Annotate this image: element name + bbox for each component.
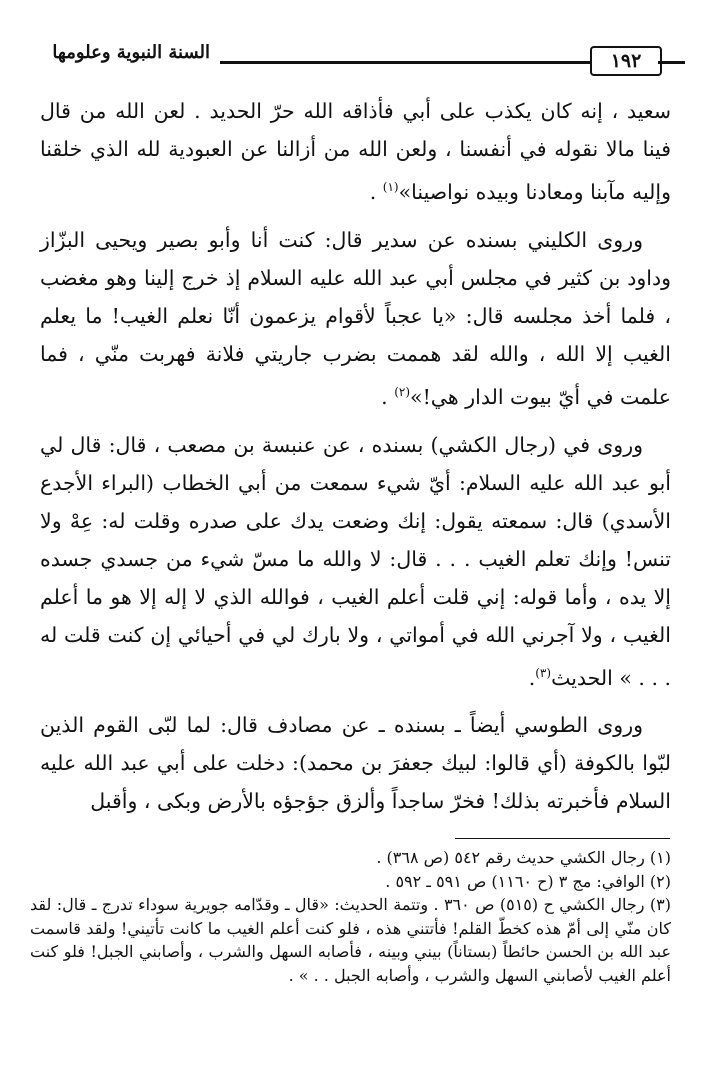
paragraph-1-end: . [369,179,383,204]
paragraph-3 [40,426,671,697]
page-number: ١٩٢ [590,46,662,76]
footnote-1: (١) رجال الكشي حديث رقم ٥٤٢ (ص ٣٦٨) . [376,848,671,867]
paragraph-2-text: وروى الكليني بسنده عن سدير قال: كنت أنا وأبو بصير ويحيى البزّاز وداود بن كثير في مجلس أبي عبد الله عليه السلام إذ خرج إلينا وهو مغضب ، فلما أخذ مجلسه قال: «يا عجباً لأقوام يزعمون أنّا نعلم الغيب! ما يعلم الغيب إلا الله ، والله لقد هممت بضرب جاريتي فلانة فهربت منّي ، فما علمت في أيّ بيوت الدار هي!» [40,227,671,409]
paragraph-4 [40,706,671,820]
paragraph-1 [40,92,671,211]
page-header [30,40,685,76]
footnote-ref-3: (٣) [535,665,552,680]
header-rule-right [658,61,685,64]
running-title: السنة النبوية وعلومها [52,42,210,63]
footnote-3: (٣) رجال الكشي ح (٥١٥) ص ٣٦٠ . وتتمة الحديث: «قال ـ وقدّامه جويرية سوداء تدرج ـ قال: لقد كان منّي إلى أمّ هذه كخطّ القلم! فأتتني هذه ، فلو كنت أعلم الغيب ما كانت تأتيني! ولقد قاسمت عبد الله بن الحسن حائطاً (بستاناً) بيني وبينه ، فأصابه السهل والشرب ، وأصابني الجبل! فلو كنت أعلم الغيب لأصابني السهل والشرب ، وأصابه الجبل . . » . [30,895,671,985]
paragraph-2 [40,221,671,416]
header-rule-left [220,61,590,64]
footnote-2: (٢) الوافي: مج ٣ (ح ١١٦٠) ص ٥٩١ ـ ٥٩٢ . [385,871,671,891]
main-text [40,92,671,830]
footnote-ref-1: (١) [382,180,399,194]
paragraph-1-text: سعيد ، إنه كان يكذب على أبي فأذاقه الله حرّ الحديد . لعن الله من قال فينا مالا نقوله في أنفسنا ، ولعن الله من أزالنا عن العبودية لله الذي خلقنا وإليه مآبنا ومعادنا وبيده نواصينا» [40,99,671,204]
paragraph-4-text: وروى الطوسي أيضاً ـ بسنده ـ عن مصادف قال: لما لبّى القوم الذين لبّوا بالكوفة (أي قالوا: لبيك جعفرَ بن محمد): دخلت على أبي عبد الله عليه السلام فأخبرته بذلك! فخرّ ساجداً وألزق جؤجؤه بالأرض وبكى ، وأقبل [40,713,671,814]
paragraph-3-end: . [528,665,536,690]
paragraph-2-end: . [381,384,395,409]
paragraph-3-text: وروى في (رجال الكشي) بسنده ، عن عنبسة بن مصعب ، قال: قال لي أبو عبد الله عليه السلام: أيّ شيء سمعت من أبي الخطاب (البراء الأجدع الأسدي) قال: سمعته يقول: إنك وضعت يدك على صدره وقلت له: عِهْ ولا تنس! وإنك تعلم الغيب . . . قال: لا والله ما مسّ شيء من جسدي جسده إلا يده ، وأما قوله: إني قلت أعلم الغيب ، فوالله الذي لا إله إلا هو ما أعلم الغيب ، ولا آجرني الله في أمواتي ، ولا بارك لي في أحيائي إن كنت قلت له . . . » الحديث [40,432,671,690]
footnotes [30,846,671,987]
footnote-separator [455,838,670,839]
footnote-ref-2: (٢) [394,384,411,399]
